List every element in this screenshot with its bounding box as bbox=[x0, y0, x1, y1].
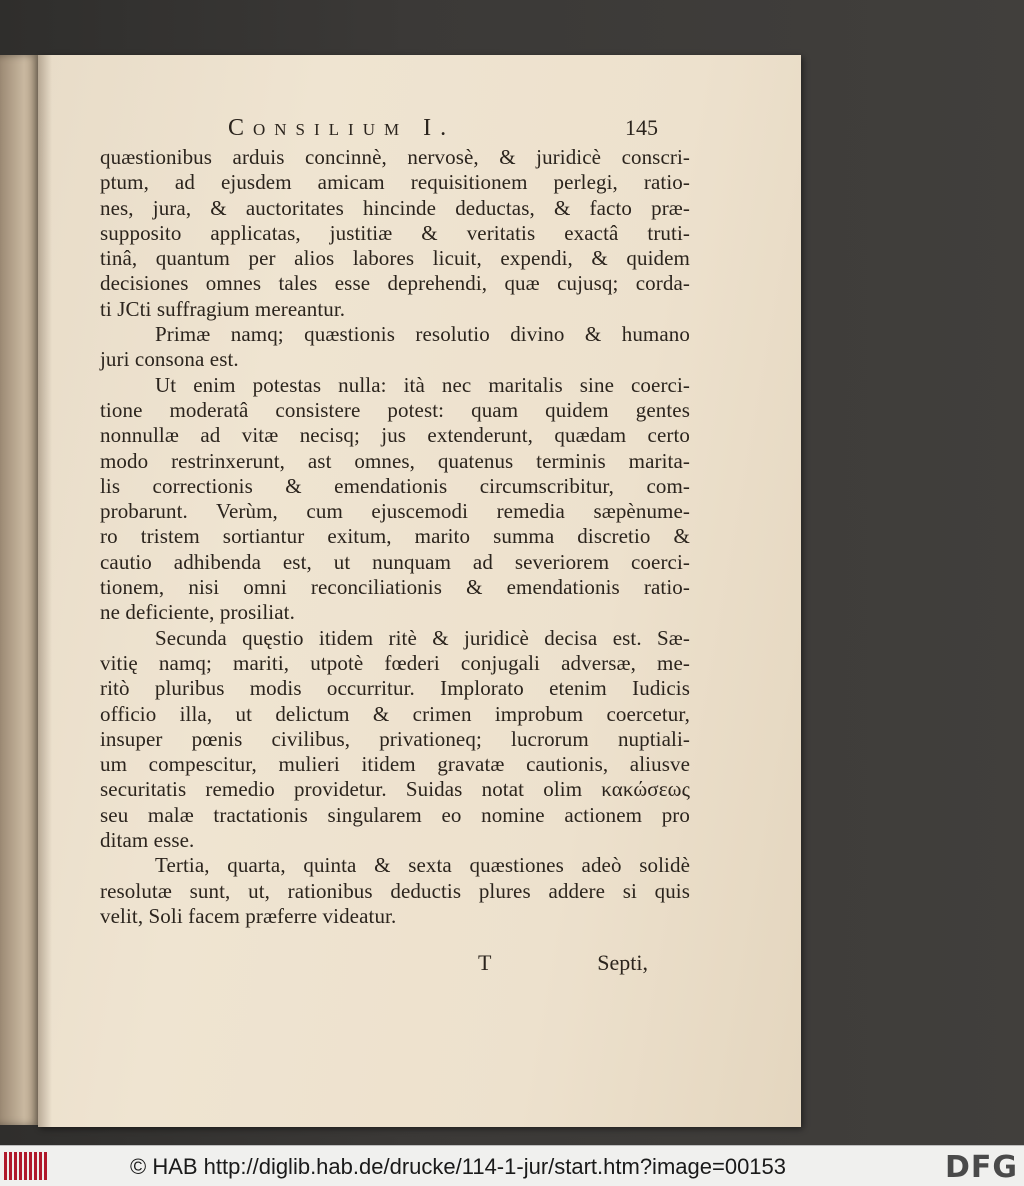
text-line: supposito applicatas, justitiæ & veritatis exactâ truti- bbox=[100, 220, 690, 245]
text-line: ptum, ad ejusdem amicam requisitionem perlegi, ratio- bbox=[100, 170, 690, 195]
footer-bar bbox=[0, 1145, 1024, 1186]
text-line: um compescitur, mulieri itidem gravatæ cautionis, aliusve bbox=[100, 752, 690, 777]
page-gutter-shadow bbox=[38, 55, 52, 1127]
text-line: velit, Soli facem præferre videatur. bbox=[100, 903, 397, 928]
text-line: securitatis remedio providetur. Suidas notat olim κακώσεως bbox=[100, 777, 690, 802]
running-title: Consilium I. bbox=[228, 115, 456, 141]
text-line: quæstionibus arduis concinnè, nervosè, & juridicè conscri- bbox=[100, 145, 690, 169]
text-line: tione moderatâ consistere potest: quam quidem gentes bbox=[100, 397, 690, 422]
text-line: Ut enim potestas nulla: ità nec maritalis sine coerci- bbox=[155, 372, 690, 397]
text-line: ro tristem sortiantur exitum, marito summa discretio & bbox=[100, 524, 690, 549]
dfg-logo: DFG bbox=[944, 1150, 1018, 1185]
facing-page-edge bbox=[0, 55, 40, 1125]
text-line: tinâ, quantum per alios labores licuit, expendi, & quidem bbox=[100, 246, 690, 271]
body-text bbox=[100, 145, 690, 929]
text-line: Primæ namq; quæstionis resolutio divino & humano bbox=[155, 322, 690, 347]
text-line: Secunda quęstio itidem ritè & juridicè decisa est. Sæ- bbox=[155, 625, 690, 650]
page-number: 145 bbox=[625, 115, 658, 140]
text-line: tionem, nisi omni reconciliationis & emendationis ratio- bbox=[100, 575, 690, 600]
text-line: ne deficiente, prosiliat. bbox=[100, 600, 295, 625]
text-line: lis correctionis & emendationis circumscribitur, com- bbox=[100, 473, 690, 498]
text-line: ti JCti suffragium mereantur. bbox=[100, 296, 346, 321]
copyright-url[interactable]: © HAB http://diglib.hab.de/drucke/114-1-jur/start.htm?image=00153 bbox=[130, 1154, 787, 1179]
text-line: resolutæ sunt, ut, rationibus deductis plures addere si quis bbox=[100, 878, 690, 903]
text-line: ditam esse. bbox=[100, 828, 195, 853]
text-line: seu malæ tractationis singularem eo nomine actionem pro bbox=[100, 802, 690, 827]
text-line: insuper pœnis civilibus, privationeq; lucrorum nuptiali- bbox=[100, 726, 690, 751]
catchword-line bbox=[478, 950, 648, 978]
text-line: nes, jura, & auctoritates hincinde deductas, & facto præ- bbox=[100, 195, 690, 220]
page-header bbox=[228, 115, 658, 145]
catchword: Septi, bbox=[597, 950, 648, 975]
text-line: modo restrinxerunt, ast omnes, quatenus terminis marita- bbox=[100, 448, 690, 473]
text-line: probarunt. Verùm, cum ejuscemodi remedia sæpènume- bbox=[100, 499, 690, 524]
text-line: decisiones omnes tales esse deprehendi, quæ cujusq; corda- bbox=[100, 271, 690, 296]
signature-mark: T bbox=[478, 950, 492, 975]
text-line: vitię namq; mariti, utpotè fœderi conjugali adversæ, me- bbox=[100, 650, 690, 675]
text-line: officio illa, ut delictum & crimen improbum coercetur, bbox=[100, 701, 690, 726]
text-line: juri consona est. bbox=[100, 347, 239, 372]
book-page bbox=[38, 55, 801, 1127]
text-line: Tertia, quarta, quinta & sexta quæstiones adeò solidè bbox=[155, 853, 690, 878]
hab-barcode-logo-icon bbox=[4, 1152, 48, 1180]
text-line: ritò pluribus modis occurritur. Implorato etenim Iudicis bbox=[100, 676, 690, 701]
text-line: nonnullæ ad vitæ necisq; jus extenderunt, quædam certo bbox=[100, 423, 690, 448]
text-line: cautio adhibenda est, ut nunquam ad severiorem coerci- bbox=[100, 549, 690, 574]
